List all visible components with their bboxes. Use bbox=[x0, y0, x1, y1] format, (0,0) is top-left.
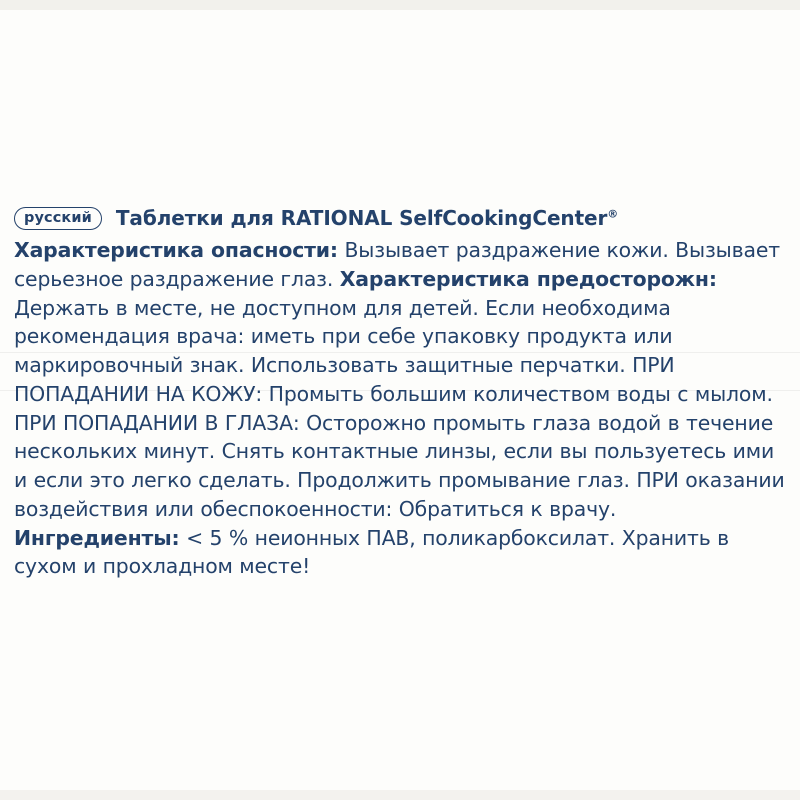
product-title-text: Таблетки для RATIONAL SelfCookingCenter bbox=[115, 206, 608, 230]
label-content bbox=[14, 206, 786, 581]
safety-paragraph bbox=[14, 236, 786, 581]
title-row bbox=[14, 206, 786, 230]
paragraph-heading-segment: Характеристика опасности: bbox=[14, 238, 338, 262]
product-title bbox=[116, 206, 618, 230]
paragraph-segment: Вызывает раздражение кожи. Вызывает серьезное раздражение глаз. bbox=[14, 238, 780, 291]
panel-top-edge bbox=[0, 0, 800, 10]
panel-bottom-edge bbox=[0, 790, 800, 800]
paragraph-segment: < 5 % неионных ПАВ, поликарбоксилат. Хранить в сухом и прохладном месте! bbox=[14, 525, 730, 579]
language-badge: русский bbox=[14, 207, 102, 230]
paragraph-heading-segment: Ингредиенты: bbox=[14, 525, 180, 550]
paragraph-heading-segment: Характеристика предосторожн: bbox=[339, 266, 717, 291]
registered-trademark-icon: ® bbox=[607, 207, 619, 221]
paragraph-segment: Держать в месте, не доступном для детей. Если необходима рекомендация врача: иметь при себе упаковку продукта или маркировочный знак. Использовать защитные перчатки. ПРИ ПОПАДАНИИ НА КОЖУ: Промыть большим количеством воды с мылом. ПРИ ПОПАДАНИИ В ГЛАЗА: Осторожно промыть глаза водой в течение нескольких минут. Снять контактные линзы, если вы пользуетесь ими и если это легко сделать. Продолжить промывание глаз. ПРИ оказании воздействия или обеспокоенности: Обратиться к врачу. bbox=[14, 295, 785, 521]
